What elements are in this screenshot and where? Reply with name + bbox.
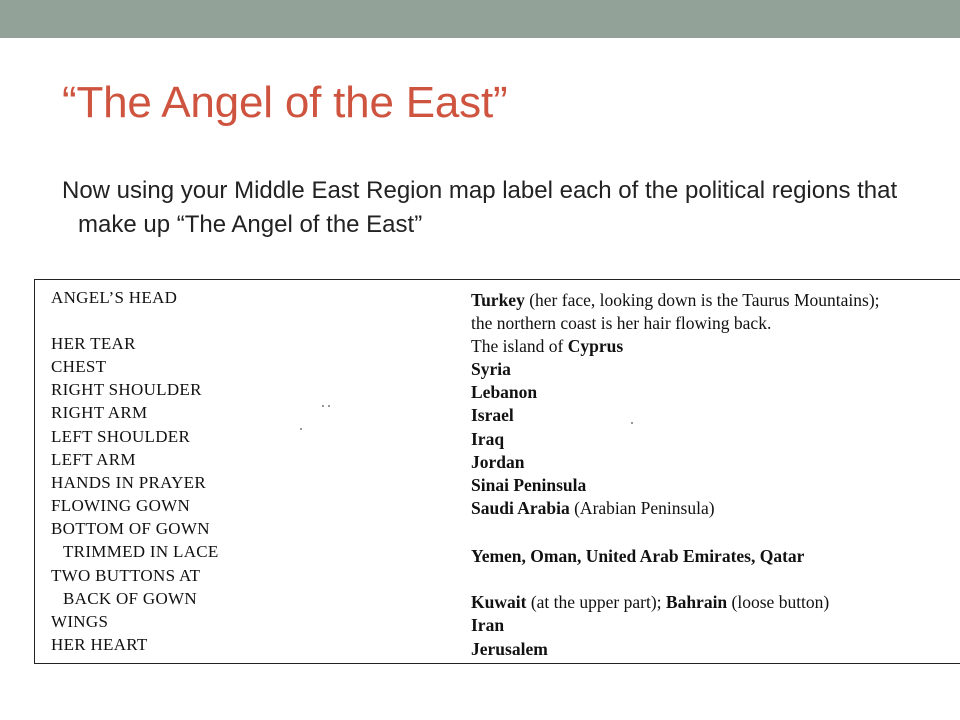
part-flowing-gown: FLOWING GOWN — [51, 496, 191, 515]
saudi-name: Saudi Arabia — [471, 498, 570, 518]
part-angels-head: ANGEL’S HEAD — [51, 288, 178, 307]
part-right-shoulder: RIGHT SHOULDER — [51, 380, 202, 399]
instruction-text: Now using your Middle East Region map label each of the political regions that make up “The Angel of the East” — [62, 177, 898, 238]
turkey-name: Turkey — [471, 290, 525, 310]
region-iraq: Iraq — [471, 429, 505, 449]
scan-speck — [328, 405, 330, 407]
region-turkey-note-2: the northern coast is her hair flowing back. — [471, 313, 772, 333]
part-wings: WINGS — [51, 612, 109, 631]
region-saudi-arabia — [471, 498, 715, 519]
scan-speck — [300, 428, 302, 430]
part-her-tear: HER TEAR — [51, 334, 136, 353]
region-iran: Iran — [471, 615, 505, 635]
slide-title: “The Angel of the East” — [62, 78, 508, 127]
region-jerusalem: Jerusalem — [471, 639, 548, 659]
part-two-buttons-at: TWO BUTTONS AT — [51, 566, 201, 585]
bahrain-note: (loose button) — [727, 592, 830, 612]
kuwait-name: Kuwait — [471, 592, 527, 612]
cyprus-name: Cyprus — [567, 336, 624, 356]
part-her-heart: HER HEART — [51, 635, 148, 654]
region-turkey — [471, 290, 880, 311]
region-israel: Israel — [471, 405, 514, 425]
part-bottom-of-gown: BOTTOM OF GOWN — [51, 519, 210, 538]
scanned-table-image — [34, 279, 960, 664]
bahrain-name: Bahrain — [665, 592, 728, 612]
part-hands-in-prayer: HANDS IN PRAYER — [51, 473, 207, 492]
region-lebanon: Lebanon — [471, 382, 538, 402]
top-accent-bar — [0, 0, 960, 38]
scan-speck — [322, 405, 324, 407]
region-sinai: Sinai Peninsula — [471, 475, 587, 495]
region-gulf-states: Yemen, Oman, United Arab Emirates, Qatar — [471, 546, 805, 566]
saudi-note: (Arabian Peninsula) — [569, 498, 715, 518]
region-kuwait-bahrain — [471, 592, 829, 613]
part-trimmed-in-lace: TRIMMED IN LACE — [63, 542, 219, 561]
part-left-shoulder: LEFT SHOULDER — [51, 427, 191, 446]
part-back-of-gown: BACK OF GOWN — [63, 589, 197, 608]
kuwait-note: (at the upper part); — [526, 592, 666, 612]
cyprus-prefix: The island of — [471, 336, 568, 356]
part-chest: CHEST — [51, 357, 107, 376]
region-syria: Syria — [471, 359, 511, 379]
turkey-note: (her face, looking down is the Taurus Mountains); — [524, 290, 880, 310]
part-left-arm: LEFT ARM — [51, 450, 136, 469]
region-jordan: Jordan — [471, 452, 525, 472]
scan-speck — [631, 422, 633, 424]
part-right-arm: RIGHT ARM — [51, 403, 148, 422]
region-cyprus — [471, 336, 623, 357]
